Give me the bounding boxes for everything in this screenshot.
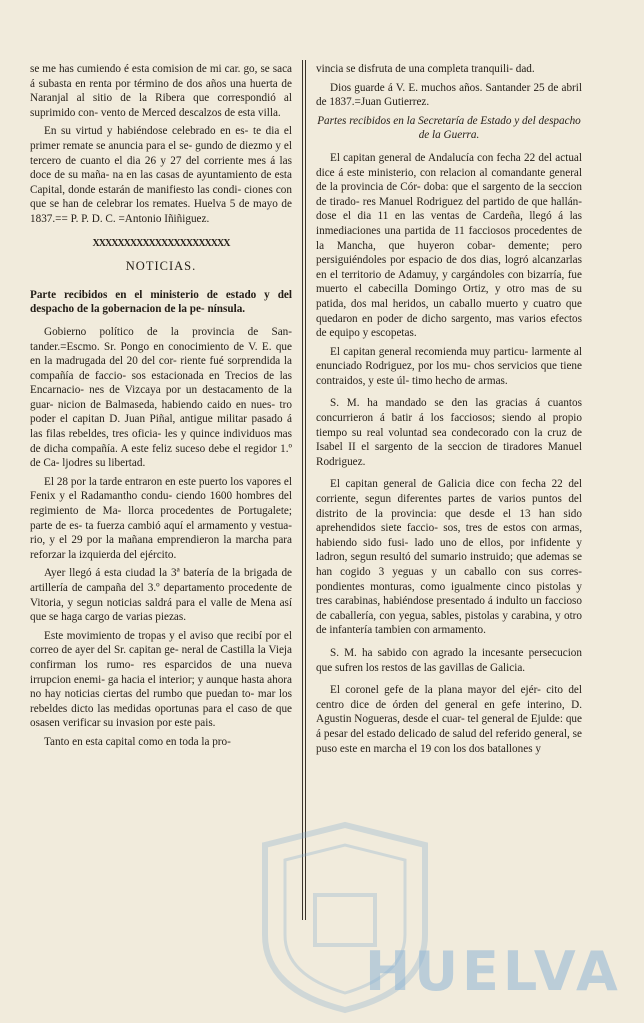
royal-thanks: S. M. ha mandado se den las gracias á cuantos concurrieron á batir á los facciosos; siendo al propio tiempo su real voluntad sea condecorado con la cruz de Isabel II el sargento de la seccion de tiradores Manuel Rodriguez. bbox=[316, 397, 582, 468]
auction-notice: se me has cumiendo é esta comision de mi car. go, se saca á subasta en renta por término de dos años una huerta de Naranjal al sitio de la Ribera que correspondió al suprimido con- vento de Merced descalzos de esta villa. bbox=[30, 63, 292, 119]
capital-note: Tanto en esta capital como en toda la pro- bbox=[44, 735, 231, 748]
column-divider-inner bbox=[305, 60, 306, 920]
galicia-persecution: S. M. ha sabido con agrado la incesante persecucion que sufren los restos de las gavillas de Galicia. bbox=[316, 646, 582, 674]
movement-report: Este movimiento de tropas y el aviso que recibí por el correo de ayer del Sr. capitan ge- neral de Castilla la Vieja confirman los rumo- res esparcidos de una nueva irrupcion enemi- ga hacia el interior; y aunque hasta ahora no hay noticias ciertas del rumbo que puedan to- mar los rebeldes dicto las medidas oportunas para el caso de que osasen verificar su invasion por este pais. bbox=[30, 629, 292, 730]
section-heading: NOTICIAS. bbox=[125, 259, 197, 274]
signature-line: Dios guarde á V. E. muchos años. Santander 25 de abril de 1837.=Juan Gutierrez. bbox=[316, 81, 582, 109]
galicia-report: El capitan general de Galicia dice con fecha 22 del corriente, segun diferentes partes de varios puntos del distrito de la provincia: que desde el 13 han sido aprehendidos siete faccio- sos, tres de estos con armas, habiendo sido fusi- lado uno de ellos, por infidente y ladron, segun resultó del sumario instruido; que ademas se han cogido 3 yeguas y un caballo con sus corres- pondientes monturas, como igualmente cinco pistolas y tres carabinas, habiéndose presentado á indulto un faccioso de caballería, con yegua, sables, pistolas y carabina, y otro de infantería tambien con armamento. bbox=[316, 478, 582, 637]
andalucia-report: El capitan general de Andalucía con fecha 22 del actual dice á este ministerio, con relacion al comandante general de la provincia de Cór- doba: que el sargento de la seccion de tirado- res Manuel Rodriguez del partido de que hallán- dose el dia 11 en las ventas de Cardeña, llegó á las inmediaciones una partida de 11 facciosos procedentes de la Mancha, que huyeron cobar- demente; pero persiguiéndoles por espacio de dos dias, logró alcanzarlas en el territorio de Adamuy, y cargándoles con bizarría, fue muerto el cabecilla Domingo Ortiz, y otro mas de su patida, dos mal heridos, un caballo muerto y cuatro que quedaron en poder de dicho sargento, mas varios efectos de equipo y escopetas. bbox=[316, 151, 582, 340]
recommendation: El capitan general recomienda muy particu- larmente al enunciado Rodriguez, por los mu- chos servicios que tiene contraidos, y este úl- timo hecho de armas. bbox=[316, 345, 582, 387]
centro-report: El coronel gefe de la plana mayor del ejér- cito del centro dice de órden del general en gefe interino, D. Agustin Nogueras, desde el cuar- tel general de Ejulde: que á pesar del estado delicado de salud del referido general, se puso este en marcha el 19 con los dos batallones y bbox=[316, 684, 582, 755]
santander-report: Gobierno político de la provincia de San- tander.=Escmo. Sr. Pongo en conocimiento de V. E. que en la madrugada del 20 del cor- riente fué sorprendida la compañía de faccio- sos estacionada en Trecios de las Encarnacio- nes de Vizcaya por un destacamento de la guar- nicion de Balmaseda, habiendo caido en nues- tro poder el capitan D. Juan Piñal, antigue militar pasado á las filas rebeldes, tres oficia- les y quince individuos mas de dicha compañía. A este feliz suceso debe el regidor 1.º de Ca- ljodres su libertad. bbox=[30, 325, 292, 470]
ministry-subheading: Parte recibidos en el ministerio de estado y del despacho de la gobernacion de la pe- nínsula. bbox=[30, 288, 292, 316]
war-ministry-heading: Partes recibidos en la Secretaría de Estado y del despacho de la Guerra. bbox=[317, 114, 581, 142]
tranquility-note: vincia se disfruta de una completa tranquili- dad. bbox=[316, 63, 535, 75]
left-column bbox=[30, 62, 292, 754]
artillery-report: Ayer llegó á esta ciudad la 3ª batería de la brigada de artillería de campaña del 3.º departamento procedente de Vitoria, y segun noticias saldrá para el valle de Mena así que se haga cargo de varias piezas. bbox=[30, 567, 292, 624]
auction-details: En su virtud y habiéndose celebrado en es- te dia el primer remate se anuncia para el se- gundo de diezmo y el tercero de cuanto el dia 26 y 27 del corriente mes á las doce de su maña- na en las casas de ayuntamiento de esta Capital, donde estarán de manifiesto las condi- ciones con que se han de celebrar los remates. Huelva 5 de mayo de 1837.== P. P. D. C. =Antonio Iñiñiguez. bbox=[30, 125, 292, 225]
right-column bbox=[316, 62, 582, 760]
troops-arrival: El 28 por la tarde entraron en este puerto los vapores el Fenix y el Radamantho condu- ciendo 1600 hombres del regimiento de Ma- llorca procedentes de Portugalete; parte de es- ta fuerza cambió aquí el armamento y vestua- rio, y el 29 por la mañana emprendieron la marcha para reforzar la izquierda del ejército. bbox=[30, 475, 292, 561]
huelva-watermark-text: HUELVA bbox=[365, 940, 622, 1003]
ornamental-divider: XXXXXXXXXXXXXXXXXXXXXX bbox=[92, 237, 230, 249]
column-divider bbox=[302, 60, 303, 920]
